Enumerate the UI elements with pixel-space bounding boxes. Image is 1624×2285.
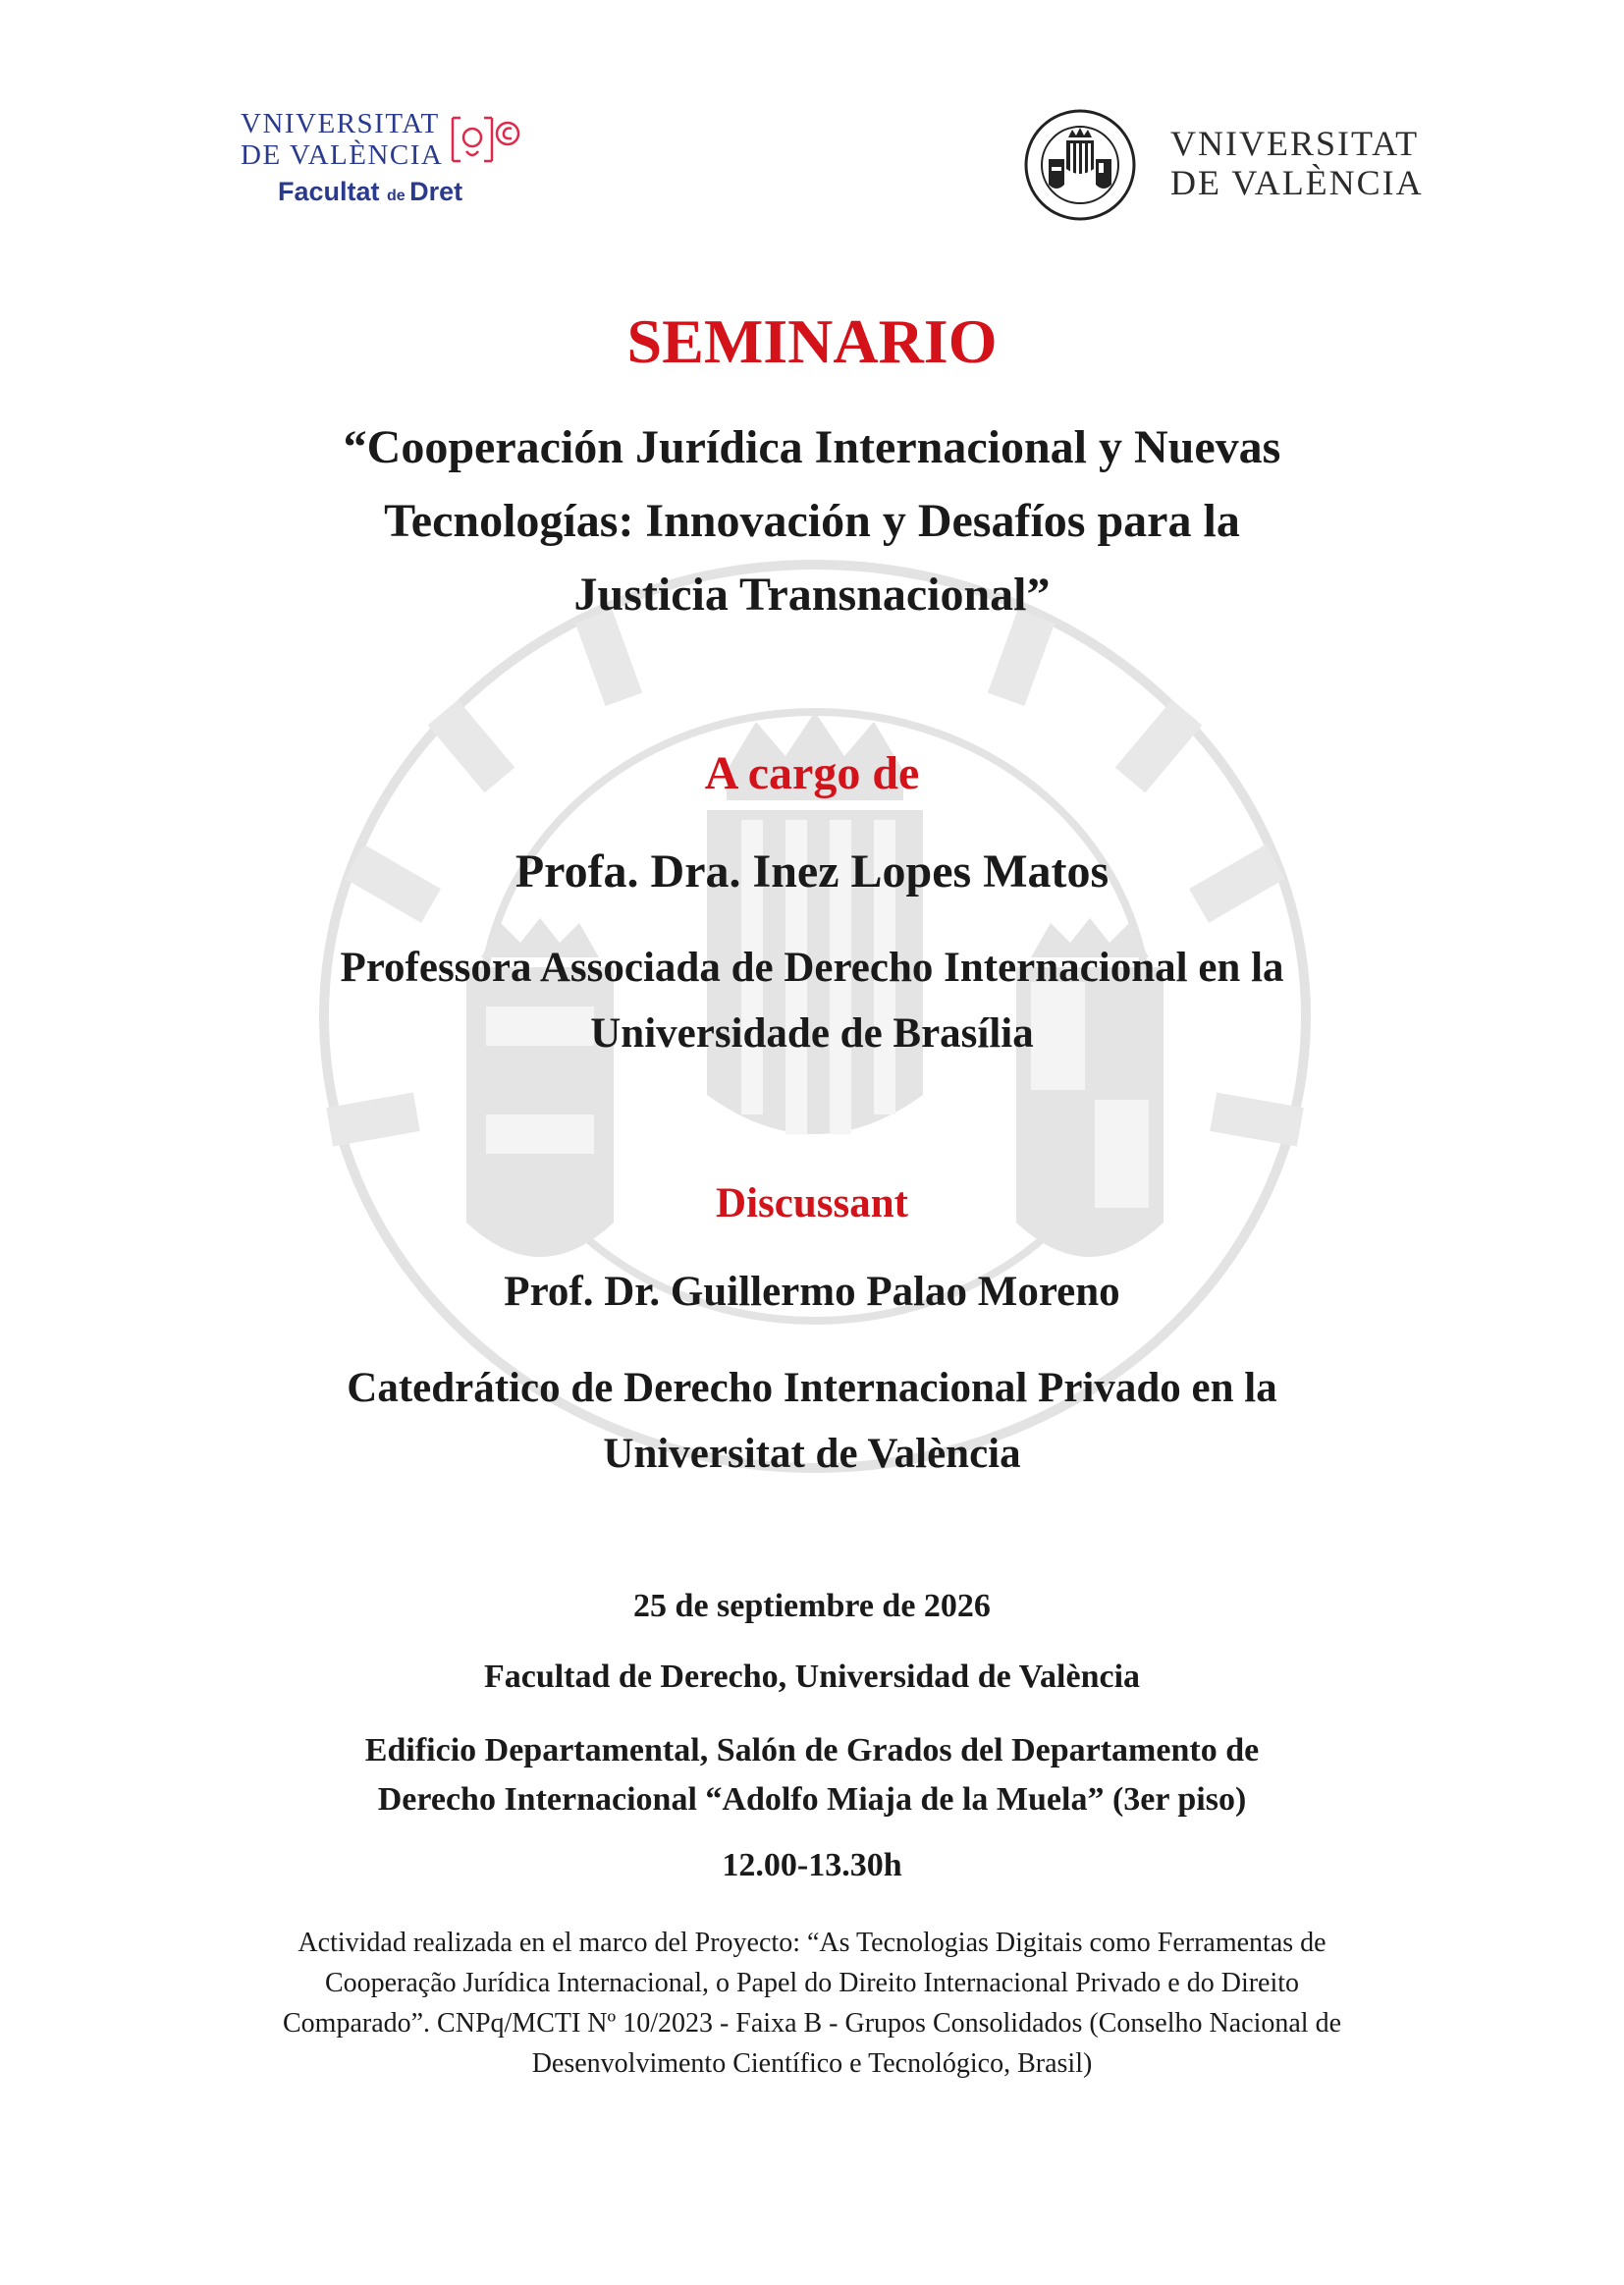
speaker-name: Profa. Dra. Inez Lopes Matos <box>514 845 1110 898</box>
speaker-role <box>0 935 1624 1066</box>
event-building-line: Edificio Departamental, Salón de Grados del Departamento de <box>364 1732 1260 1768</box>
university-seal-icon <box>1023 108 1137 222</box>
event-time: 12.00-13.30h <box>722 1847 902 1883</box>
project-note-line: Comparado”. CNPq/MCTI Nº 10/2023 - Faixa B - Grupos Consolidados (Conselho Nacional de <box>282 2008 1341 2039</box>
discussant-name: Prof. Dr. Guillermo Palao Moreno <box>504 1269 1120 1315</box>
faculty-name: Facultat de Dret <box>278 177 463 206</box>
speaker-label: A cargo de <box>704 747 920 799</box>
faculty-emblem-icon <box>447 110 525 169</box>
seminar-title-line: “Cooperación Jurídica Internacional y Nuevas <box>343 421 1281 473</box>
faculty-logo-line2: DE VALÈNCIA <box>241 139 444 171</box>
seminar-title-line: Justicia Transnacional” <box>573 569 1051 621</box>
event-building <box>0 1726 1624 1824</box>
event-building-line: Derecho Internacional “Adolfo Miaja de la Muela” (3er piso) <box>377 1781 1247 1818</box>
university-logo-line2: DE VALÈNCIA <box>1170 163 1424 202</box>
project-note-line: Actividad realizada en el marco del Proyecto: “As Tecnologias Digitais como Ferramentas de <box>298 1928 1326 1958</box>
event-date: 25 de septiembre de 2026 <box>633 1588 991 1624</box>
faculty-logo <box>241 106 535 214</box>
seminar-title <box>0 410 1624 631</box>
project-note-line: Desenvolvimento Científico e Tecnológico, Brasil) <box>531 2048 1093 2079</box>
university-logo-line1: VNIVERSITAT <box>1170 124 1420 163</box>
event-venue: Facultad de Derecho, Universidad de València <box>483 1659 1141 1695</box>
discussant-role <box>0 1355 1624 1487</box>
discussant-role-line: Catedrático de Derecho Internacional Privado en la <box>347 1365 1277 1411</box>
project-note-line: Cooperação Jurídica Internacional, o Papel do Direito Internacional Privado e do Direito <box>324 1968 1300 1998</box>
project-note <box>0 1923 1624 2084</box>
seminar-title-line: Tecnologías: Innovación y Desafíos para la <box>384 495 1240 547</box>
discussant-label: Discussant <box>716 1180 908 1226</box>
speaker-role-line: Universidade de Brasília <box>590 1010 1034 1057</box>
faculty-logo-line1: VNIVERSITAT <box>241 108 440 139</box>
speaker-role-line: Professora Associada de Derecho Internacional en la <box>340 945 1284 991</box>
seminar-heading: SEMINARIO <box>626 306 998 376</box>
university-logo <box>1023 108 1424 224</box>
discussant-role-line: Universitat de València <box>603 1431 1021 1477</box>
